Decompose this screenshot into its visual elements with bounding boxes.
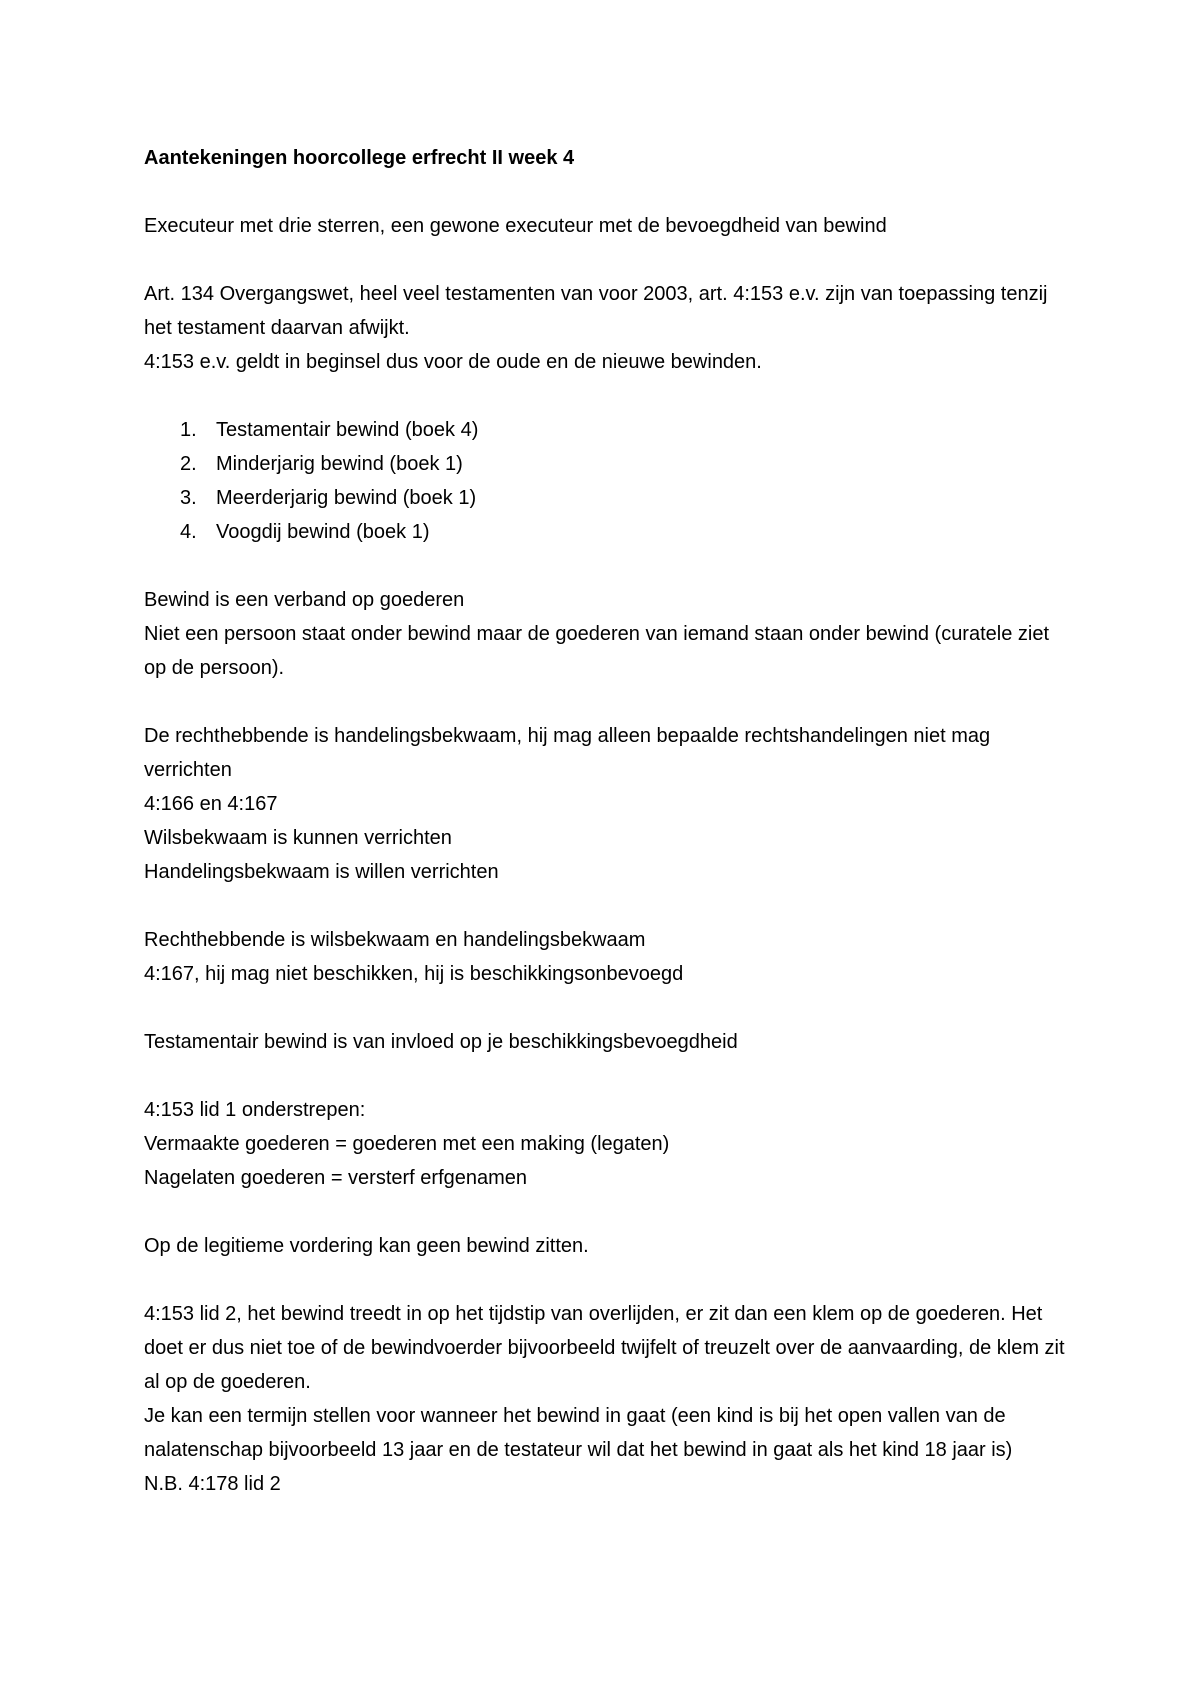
spacer [144,243,1074,277]
paragraph-termijn: Je kan een termijn stellen voor wanneer het bewind in gaat (een kind is bij het open vallen van de nalatenschap bijvoorbeeld 13 jaar en de testateur wil dat het bewind in gaat als het kind 18 jaar is) [144,1405,1013,1461]
bewind-types-list [144,413,1074,549]
spacer [144,175,1074,209]
paragraph-rechthebbende: De rechthebbende is handelingsbekwaam, hij mag alleen bepaalde rechtshandelingen niet mag verrichten [144,725,991,781]
paragraph-nagelaten: Nagelaten goederen = versterf erfgenamen [144,1167,528,1189]
spacer [144,685,1074,719]
list-text: Voogdij bewind (boek 1) [216,521,430,543]
paragraph-niet-persoon: Niet een persoon staat onder bewind maar de goederen van iemand staan onder bewind (curatele ziet op de persoon). [144,623,1050,679]
paragraph-4153-geldt: 4:153 e.v. geldt in beginsel dus voor de oude en de nieuwe bewinden. [144,351,762,373]
list-number: 1. [180,419,197,441]
paragraph-4167: 4:167, hij mag niet beschikken, hij is beschikkingsonbevoegd [144,963,684,985]
list-item [144,515,1074,549]
list-item [144,481,1074,515]
paragraph-vermaakte: Vermaakte goederen = goederen met een making (legaten) [144,1133,670,1155]
list-text: Minderjarig bewind (boek 1) [216,453,463,475]
spacer [144,889,1074,923]
list-number: 4. [180,521,197,543]
paragraph-4153-lid1: 4:153 lid 1 onderstrepen: [144,1099,366,1121]
paragraph-handelingsbekwaam: Handelingsbekwaam is willen verrichten [144,861,499,883]
paragraph-rechthebbende-2: Rechthebbende is wilsbekwaam en handelingsbekwaam [144,929,646,951]
list-item [144,447,1074,481]
list-text: Testamentair bewind (boek 4) [216,419,479,441]
paragraph-wilsbekwaam: Wilsbekwaam is kunnen verrichten [144,827,452,849]
paragraph-legitieme: Op de legitieme vordering kan geen bewind zitten. [144,1235,589,1257]
paragraph-art-134: Art. 134 Overgangswet, heel veel testamenten van voor 2003, art. 4:153 e.v. zijn van toepassing tenzij het testament daarvan afwijkt. [144,283,1048,339]
spacer [144,549,1074,583]
paragraph-testamentair: Testamentair bewind is van invloed op je beschikkingsbevoegdheid [144,1031,738,1053]
spacer [144,1059,1074,1093]
document-body [144,141,1074,1501]
document-title: Aantekeningen hoorcollege erfrecht II week 4 [144,147,575,169]
list-item [144,413,1074,447]
spacer [144,1195,1074,1229]
spacer [144,991,1074,1025]
spacer [144,379,1074,413]
list-number: 3. [180,487,197,509]
paragraph-bewind-verband: Bewind is een verband op goederen [144,589,465,611]
paragraph-4153-lid2: 4:153 lid 2, het bewind treedt in op het tijdstip van overlijden, er zit dan een klem op de goederen. Het doet er dus niet toe of de bewindvoerder bijvoorbeeld twijfelt of treuzelt over de aanvaarding, de klem zit al op de goederen. [144,1303,1065,1393]
paragraph-4166: 4:166 en 4:167 [144,793,278,815]
paragraph-nb: N.B. 4:178 lid 2 [144,1473,281,1495]
paragraph-executeur: Executeur met drie sterren, een gewone executeur met de bevoegdheid van bewind [144,215,887,237]
list-number: 2. [180,453,197,475]
spacer [144,1263,1074,1297]
list-text: Meerderjarig bewind (boek 1) [216,487,477,509]
